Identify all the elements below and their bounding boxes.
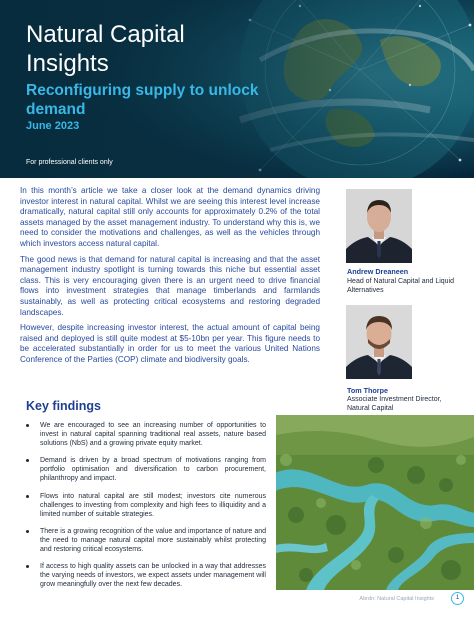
bullet-icon [26,424,29,427]
page-number: 1 [451,592,464,605]
intro-paragraph: The good news is that demand for natural capital is increasing and that the asset management industry spotlight is turning towards this niche but essential asset class. This is very encouraging given there is an urgent need to drive financial flows into investment strategies that manage timberlands and farmlands sustainably, as well as protecting critical ecosystems and restoring degraded landscapes. [20,254,320,317]
bullet-icon [26,565,29,568]
list-item-text: There is a growing recognition of the value and importance of nature and the need to manage natural capital more sustainably whilst protecting and restoring critical ecosystems. [40,527,266,554]
key-findings-heading: Key findings [26,399,102,413]
bullet-icon [26,495,29,498]
list-item-text: Demand is driven by a broad spectrum of motivations ranging from portfolio optimisation and diversification to carbon procurement, philanthropy and impact. [40,457,266,483]
author-role: Associate Investment Director, Natural Capital [347,396,442,412]
audience-note: For professional clients only [26,159,113,166]
intro-paragraph: However, despite increasing investor interest, the actual amount of capital being raised and deployed is still quite modest at $5-10bn per year. This figure needs to be accelerated substantially in order for us to meet the various United Nations Conference of the Parties (COP) climate and biodiversity goals. [20,323,320,364]
author-photo-andrew [346,189,412,263]
intro-paragraph: In this month’s article we take a closer look at the demand dynamics driving investor interest in natural capital. Whilst we are seeing this interest level increase dramatically, natural capital still only accounts for approximately 0.2% of the total assets managed by the asset management industry. To understand why this is, we need to consider the motivations and challenges, as well as the vehicles through which investors access natural capital. [20,186,320,248]
list-item [24,421,266,448]
key-findings-list [24,421,266,597]
list-item [24,492,266,519]
author-name: Andrew Dreaneen [347,267,409,276]
list-item-text: We are encouraged to see an increasing number of opportunities to invest in natural capital spanning traditional real assets, nature based solutions (NbS) and a growing private equity market. [40,422,266,448]
list-item-text: Flows into natural capital are still modest; investors cite numerous challenges to investing from complexity and high fees to illiquidity and a limited number of suitable strategies. [40,492,266,518]
list-item [24,562,266,589]
author-photo-tom [346,305,412,379]
bullet-icon [26,530,29,533]
hero-banner [0,0,474,178]
intro-text [20,186,320,371]
publication-date: June 2023 [26,120,80,132]
author-role: Head of Natural Capital and Liquid Alternatives [347,278,455,294]
list-item-text: If access to high quality assets can be unlocked in a way that addresses the varying needs of investors, we expect assets under management will grow meaningfully over the next few decades. [40,563,266,589]
footer-text: Abrdn: Natural Capital Insights [359,596,434,602]
list-item [24,456,266,483]
list-item [24,527,266,554]
page-subtitle: Reconfiguring supply to unlock demand [26,82,259,118]
author-name: Tom Thorpe [347,386,388,395]
bullet-icon [26,459,29,462]
page-title: Natural Capital Insights [26,21,185,77]
river-delta-image [276,415,474,590]
